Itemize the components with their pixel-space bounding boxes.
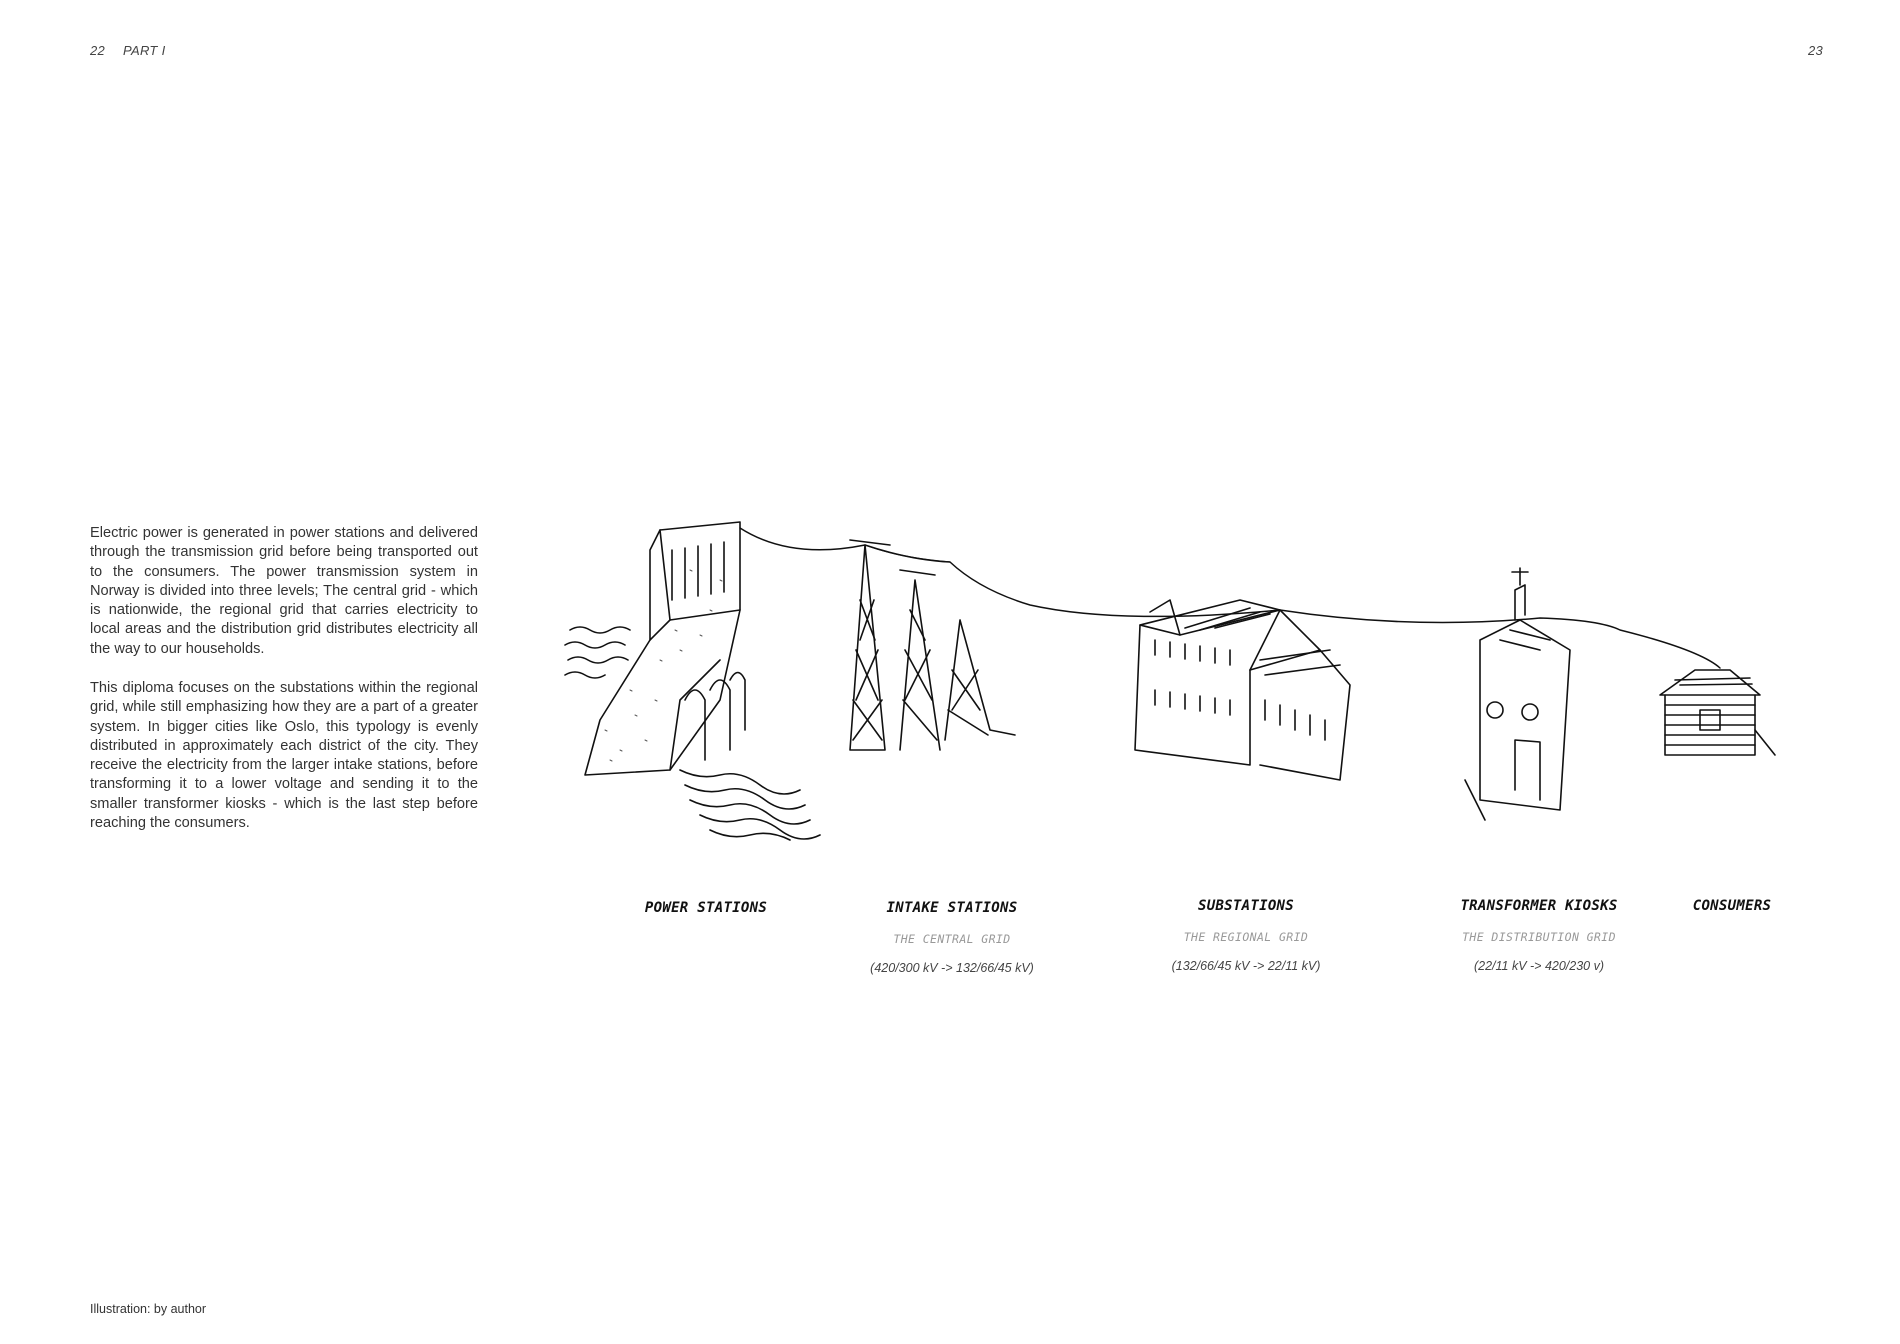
left-page-number: 22 <box>90 43 106 58</box>
stage-title: CONSUMERS <box>1692 898 1772 914</box>
section-label: PART I <box>122 43 166 58</box>
stage-title: POWER STATIONS <box>644 900 768 916</box>
power-station-icon <box>565 522 820 840</box>
stage-power-stations <box>591 900 821 916</box>
illustration-credit: Illustration: by author <box>90 1302 207 1316</box>
stage-title: SUBSTATIONS <box>1197 898 1295 914</box>
stage-voltage: (420/300 kV -> 132/66/45 kV) <box>870 961 1034 975</box>
intake-station-icon <box>850 540 1015 750</box>
power-line-icon <box>740 528 1720 668</box>
consumer-house-icon <box>1660 670 1775 755</box>
substation-icon <box>1135 600 1350 780</box>
intro-paragraph: Electric power is generated in power stations and delivered through the transmission grid before being transported out to the consumers. The power transmission system in Norway is divided into three levels; The central grid - which is nationwide, the regional grid that carries electricity to local areas and the distribution grid distributes electricity all the way to our households. <box>90 525 478 657</box>
stage-title: INTAKE STATIONS <box>886 900 1018 916</box>
stage-grid-level: THE CENTRAL GRID <box>893 932 1011 946</box>
transformer-kiosk-icon <box>1465 568 1570 820</box>
stage-grid-level: THE DISTRIBUTION GRID <box>1462 930 1616 944</box>
power-grid-illustration <box>560 500 1820 860</box>
stage-grid-level: THE REGIONAL GRID <box>1183 930 1309 944</box>
stage-intake-stations <box>837 900 1067 975</box>
stage-title: TRANSFORMER KIOSKS <box>1460 898 1618 914</box>
stage-consumers <box>1632 898 1832 914</box>
left-page-header <box>90 43 165 58</box>
stage-voltage: (132/66/45 kV -> 22/11 kV) <box>1171 959 1321 973</box>
focus-paragraph: This diploma focuses on the substations within the regional grid, while still emphasizing how they are a part of a greater system. In bigger cities like Oslo, this typology is evenly distributed in approximately each district of the city. They receive the electricity from the larger intake stations, before transforming it to a lower voltage and sending it to the smaller transformer kiosks - which is the last step before reaching the consumers. <box>90 680 478 832</box>
stage-substations <box>1131 898 1361 973</box>
right-page-number: 23 <box>1808 43 1824 58</box>
stage-voltage: (22/11 kV -> 420/230 v) <box>1473 959 1605 973</box>
stage-transformer-kiosks <box>1424 898 1654 973</box>
